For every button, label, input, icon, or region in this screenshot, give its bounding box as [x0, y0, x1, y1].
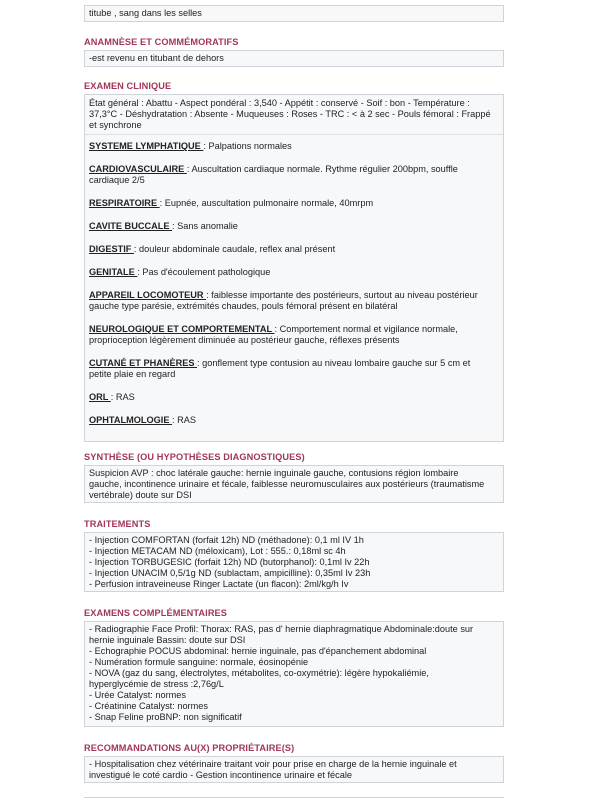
anamnese-section — [84, 37, 504, 67]
anamnese-title: ANAMNÈSE ET COMMÉMORATIFS — [84, 37, 239, 47]
traitements-section — [84, 519, 504, 592]
examen-item-heading: GENITALE — [89, 267, 138, 277]
examen-divider — [85, 134, 503, 135]
examen-comp-line: - Echographie POCUS abdominal: hernie inguinale, pas d'épanchement abdominal — [89, 646, 427, 656]
examen-item-text: : faiblesse importante des postérieurs, surtout au niveau postérieur — [206, 290, 478, 300]
synthese-title: SYNTHÈSE (OU HYPOTHÈSES DIAGNOSTIQUES) — [84, 452, 305, 462]
examen-item-text: : douleur abdominale caudale, reflex anal présent — [133, 244, 336, 254]
examens-title: EXAMENS COMPLÉMENTAIRES — [84, 608, 228, 618]
examen-item-heading: CARDIOVASCULAIRE — [89, 164, 187, 174]
examen-comp-line: - Urée Catalyst: normes — [89, 690, 187, 700]
examen-item-text-cont: petite plaie en regard — [89, 369, 176, 379]
examen-box — [84, 94, 504, 442]
traitement-line: - Injection COMFORTAN (forfait 12h) ND (méthadone): 0,1 ml IV 1h — [89, 535, 364, 545]
examen-item — [89, 141, 499, 152]
examen-item-text: : Pas d'écoulement pathologique — [137, 267, 271, 277]
examen-item-text: : Eupnée, auscultation pulmonaire normale, 40mrpm — [159, 198, 374, 208]
examen-comp-line: - Radiographie Face Profil: Thorax: RAS, pas d' hernie diaphragmatique Abdominale:doute sur — [89, 624, 474, 634]
examen-item-heading: DIGESTIF — [89, 244, 134, 254]
anamnese-text: -est revenu en titubant de dehors — [89, 53, 224, 63]
motif-section — [84, 5, 504, 22]
traitement-line: - Injection TORBUGESIC (forfait 12h) ND (butorphanol): 0,1ml Iv 22h — [89, 557, 370, 567]
examen-item-heading: NEUROLOGIQUE ET COMPORTEMENTAL — [89, 324, 275, 334]
motif-title-strip — [84, 0, 504, 1]
examen-item-heading: APPAREIL LOCOMOTEUR — [89, 290, 207, 300]
traitements-box — [84, 532, 504, 592]
anamnese-box — [84, 50, 504, 67]
motif-title — [84, 0, 113, 1]
examen-item-text: : gonflement type contusion au niveau lombaire gauche sur 5 cm et — [197, 358, 471, 368]
examen-item — [89, 290, 499, 312]
examen-item — [89, 244, 499, 255]
examen-item-text: : Comportement normal et vigilance normale, — [274, 324, 458, 334]
examen-item-text: : Sans anomalie — [172, 221, 238, 231]
examen-comp-line: - Snap Feline proBNP: non significatif — [89, 712, 242, 722]
examen-item — [89, 198, 499, 209]
bottom-divider — [84, 797, 504, 798]
examen-comp-line: hernie inguinale Bassin: doute sur DSI — [89, 635, 246, 645]
examen-comp-line: - Créatinine Catalyst: normes — [89, 701, 208, 711]
examen-general-line: 37,3°C - Déshydratation : Absente - Muqueuses : Roses - TRC : < à 2 sec - Pouls fémoral : Frappé — [89, 109, 491, 119]
recommandations-box — [84, 756, 504, 783]
traitement-line: - Injection METACAM ND (méloxicam), Lot : 555.: 0,18ml sc 4h — [89, 546, 346, 556]
examen-item-heading: ORL — [89, 392, 111, 402]
examens-box — [84, 621, 504, 727]
motif-text: titube , sang dans les selles — [89, 8, 202, 18]
recommandations-title: RECOMMANDATIONS AU(X) PROPRIÉTAIRE(S) — [84, 743, 295, 753]
synthese-section — [84, 452, 504, 503]
examen-comp-line: hyperglycémie de stress :2,76g/L — [89, 679, 224, 689]
examen-items — [89, 141, 499, 426]
examen-item — [89, 392, 499, 403]
recommandation-line: investigué le coté cardio - Gestion incontinence urinaire et fécale — [89, 770, 353, 780]
examen-item-text: : Palpations normales — [203, 141, 292, 151]
examen-comp-line: - Numération formule sanguine: normale, éosinopénie — [89, 657, 309, 667]
examen-item-text: : RAS — [110, 392, 135, 402]
examen-item-text: : RAS — [172, 415, 197, 425]
examen-item-text: : Auscultation cardiaque normale. Rythme régulier 200bpm, souffle — [186, 164, 458, 174]
examen-item-heading: OPHTALMOLOGIE — [89, 415, 173, 425]
motif-box — [84, 5, 504, 22]
examen-item — [89, 164, 499, 186]
synthese-box — [84, 465, 504, 503]
traitement-line: - Perfusion intraveineuse Ringer Lactate (un flacon): 2ml/kg/h Iv — [89, 579, 349, 589]
examen-item — [89, 358, 499, 380]
examen-section — [84, 81, 504, 442]
examen-item-text-cont: proprioception légèrement diminuée au postérieur gauche, réflexes présents — [89, 335, 400, 345]
examen-item-heading: RESPIRATOIRE — [89, 198, 160, 208]
recommandation-line: - Hospitalisation chez vétérinaire traitant voir pour prise en charge de la hernie inguinale et — [89, 759, 457, 769]
examen-comp-line: - NOVA (gaz du sang, électrolytes, métabolites, co-oxymétrie): légère hypokaliémie, — [89, 668, 429, 678]
examen-item-heading: CUTANÉ ET PHANÈRES — [89, 358, 198, 368]
examen-item-heading: SYSTEME LYMPHATIQUE — [89, 141, 204, 151]
synthese-line: vertébrale) doute sur DSI — [89, 490, 192, 500]
examen-item-text-cont: gauche type parésie, extrémités chaudes, pouls fémoral présent en bilatéral — [89, 301, 398, 311]
traitements-title: TRAITEMENTS — [84, 519, 151, 529]
examen-item-heading: CAVITE BUCCALE — [89, 221, 173, 231]
examen-item — [89, 415, 499, 426]
traitement-line: - Injection UNACIM 0,5/1g ND (sublactam, ampicilline): 0,35ml Iv 23h — [89, 568, 371, 578]
examen-general-line: et synchrone — [89, 120, 142, 130]
recommandations-section — [84, 743, 504, 783]
examens-section — [84, 608, 504, 727]
synthese-line: gauche, incontinence urinaire et fécale, faiblesse neuromusculaires aux postérieurs (traumatisme — [89, 479, 485, 489]
examen-item — [89, 324, 499, 346]
examen-item — [89, 221, 499, 232]
examen-item — [89, 267, 499, 278]
examen-item-text-cont: cardiaque 2/5 — [89, 175, 145, 185]
synthese-line: Suspicion AVP : choc latérale gauche: hernie inguinale gauche, contusions région lombaire — [89, 468, 459, 478]
examen-general-line: État général : Abattu - Aspect pondéral : 3,540 - Appétit : conservé - Soif : bon - Température : — [89, 98, 470, 108]
examen-title: EXAMEN CLINIQUE — [84, 81, 172, 91]
